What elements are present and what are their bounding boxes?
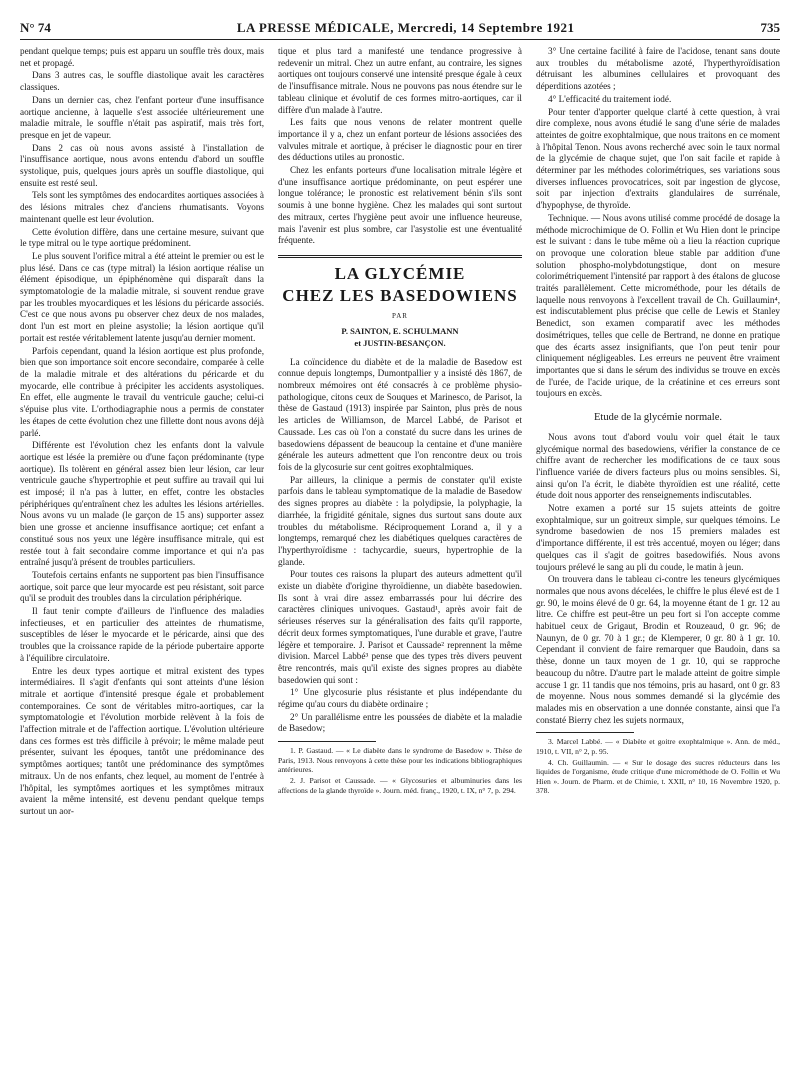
paragraph: Tels sont les symptômes des endocardites aortiques associées à des lésions mitrales chez d'anciens rhumatisants. Voyons maintenant quelle est leur évolution. bbox=[20, 190, 264, 224]
authors-line-1: P. SAINTON, E. SCHULMANN bbox=[341, 325, 459, 336]
column-3 bbox=[536, 46, 780, 1074]
paragraph: Différente est l'évolution chez les enfants dont la valvule aortique est lésée la première ou d'une façon prédominante (type aortique). Ils tolèrent en général assez bien leur lésion, car leur ventricule gauche s'hypertrophie et peut suffire au travail qui lui est imposé; il n'a pas à lutter, en effet, contre les obstacles périphériques qu'entraînent chez les adultes les lésions artérielles. Nous avons vu un malade (le garçon de 15 ans) supporter assez bien une grosse et ancienne insuffisance aortique; cet enfant a constitué sous nos yeux une légère insuffisance mitrale, qui est restée tout à fait secondaire comme importance et qui n'a pas entraîné jusqu'à présent de troubles particuliers. bbox=[20, 440, 264, 568]
paragraph: Les faits que nous venons de relater montrent quelle importance il y a, chez un enfant porteur de lésions associées des valvules mitrale et aortique, à préciser le diagnostic pour en tirer des déductions utiles au pronostic. bbox=[278, 117, 522, 163]
paragraph: Par ailleurs, la clinique a permis de constater qu'il existe parfois dans le tableau symptomatique de la maladie de Basedow des signes propres au diabète : la polydipsie, la polyphagie, la diarrhée, la frigidité génitale, signes dus surtout sans doute aux troubles du métabolisme. Réciproquement Lorand a, il y a longtemps, remarqué chez les diabétiques quelques caractères de l'hyperthyroïdisme : tachycardie, sueurs, hypertrophie de la glande. bbox=[278, 474, 522, 567]
paragraph: Chez les enfants porteurs d'une localisation mitrale légère et d'une insuffisance aortique prédominante, on peut espérer une longue tolérance; le pronostic est relativement bénin s'ils sont soumis à une bonne hygiène. Chez les malades qui sont surtout des mitraux, certes l'hygiène peut avoir une influence heureuse, mais l'avenir est plus sombre, car l'asystolie est une éventualité fréquente. bbox=[278, 165, 522, 246]
paragraph: Toutefois certains enfants ne supportent pas bien l'insuffisance aortique, soit parce que leur myocarde est peu résistant, soit parce qu'il se produit des troubles dans la circulation périphérique. bbox=[20, 569, 264, 604]
paragraph: Dans 3 autres cas, le souffle diastolique avait les caractères classiques. bbox=[20, 70, 264, 93]
article-title-line-2: CHEZ LES BASEDOWIENS bbox=[282, 285, 518, 305]
paragraph: Dans 2 cas où nous avons assisté à l'installation de l'insuffisance aortique, nous avons entendu d'abord un souffle systolique, puis, quelques jours après un souffle diastolique, qui ensuite est resté seul. bbox=[20, 142, 264, 188]
article-divider bbox=[278, 255, 522, 258]
paragraph: Le plus souvent l'orifice mitral a été atteint le premier ou est le plus lésé. Dans ce cas (type mitral) la lésion aortique réalise un élément épisodique, un épiphénomène qui disparaît dans la symptomatologie de la maladie mitrale, si souvent rendue grave par les troubles myocardiques et les lésions du péricarde associés. C'est ce que nous avons pu observer chez deux de nos malades, dont l'un est mort en pleine asystolie; la lésion aortique qu'il portait est restée véritablement latente jusqu'au dernier moment. bbox=[20, 250, 264, 343]
paragraph: Nous avons tout d'abord voulu voir quel était le taux glycémique normal des basedowiens, vérifier la constance de ce chiffre avant de rechercher les modifications de ce taux sous l'influence variée de divers facteurs plus ou moins sensibles. Si, ainsi qu'on l'a écrit, le diabète thyroïdien est une réalité, cette étude doit nous apporter des renseignements indiscutables. bbox=[536, 431, 780, 501]
section-title: Etude de la glycémie normale. bbox=[594, 412, 722, 424]
paragraph: 2° Un parallélisme entre les poussées de diabète et la maladie de Basedow; bbox=[278, 711, 522, 734]
paragraph: tique et plus tard a manifesté une tendance progressive à redevenir un mitral. Chez un autre enfant, au contraire, les signes aortiques ont toujours conservé une intensité presque égale à ceux de l'insuffisance mitrale. Nous ne pouvons pas nous étendre sur le tableau clinique et évolutif de ces formes mitro-aortiques, car il diffère d'un malade à l'autre. bbox=[278, 46, 522, 115]
journal-title: LA PRESSE MÉDICALE, Mercredi, 14 Septembre 1921 bbox=[236, 20, 575, 35]
article-title-line-1: LA GLYCÉMIE bbox=[334, 263, 466, 283]
paragraph: Cette évolution diffère, dans une certaine mesure, suivant que le type mitral ou le type aortique prédominent. bbox=[20, 226, 264, 249]
footnote-divider bbox=[278, 741, 376, 742]
issue-number: N° 74 bbox=[20, 20, 51, 35]
paragraph: Technique. — Nous avons utilisé comme procédé de dosage la méthode microchimique de O. Follin et Wu Hien dont le principe est le suivant : dans le tube même où a lieu la réaction cuprique on provoque une coloration bleue stable par addition d'une solution phospho-molybdotungstique, dont on mesure colorimétriquement l'intensité par rapport à des étalons de glucose traités parallèlement. Cette microméthode, pour les détails de laquelle nous renvoyons à l'excellent travail de Ch. Guillaumin⁴, est indiscutablement plus précise que celle de Lewis et Stanley Benedict, son examen comparatif avec les méthodes dosimétriques, telles que celle de Bertrand, ne donne en pratique que des écarts assez insignifiants, que l'on peut tenir pour cliniquement négligeables. Les erreurs ne peuvent être vraiment importantes que si dans le sérum des individus se trouve en excès de l'urée, de l'acide urique, de la créatinine et ces erreurs sont toujours en excès. bbox=[536, 212, 780, 399]
paragraph: Parfois cependant, quand la lésion aortique est plus profonde, bien que son importance soit encore secondaire, comparée à celle de la maladie mitrale et des altérations du péricarde et du myocarde, elle contribue à précipiter les accidents asystoliques. En effet, elle augmente le travail du ventricule gauche; celui-ci s'épuise plus vite. L'orthodiagraphie nous a permis de constater les étapes de cette évolution chez une fillette dont nous avons déjà parlé. bbox=[20, 345, 264, 438]
paragraph: 4° L'efficacité du traitement iodé. bbox=[548, 93, 672, 104]
paragraph: On trouvera dans le tableau ci-contre les teneurs glycémiques normales que nous avons décelées, le chiffre le plus élevé est de 1 gr. 90, le moins élevé de 0 gr. 64, la moyenne étant de 1 gr. 12 au litre. Ce chiffre est peut-être un peu fort si l'on accepte comme habituel ceux de Grigaut, Brodin et Rouzeaud, 0 gr. 96; de Naunyn, de 0 gr. 70 à 1 gr.; de Klemperer, 0 gr. 80 à 1 gr. 10. Cependant il convient de faire remarquer que Baudoin, dans sa thèse, donne un taux moyen de 1 gr. 10, qui se rapproche beaucoup du nôtre. D'autre part le malade atteint de goitre simple accuse 1 gr. 11 tandis que nos témoins, pris au hasard, ont 0 gr. 83 de moyenne. Nous nous sommes demandé si la glycémie des malades mis en observation a une donnée constante, ainsi que l'a constaté Bierry chez les sujets normaux, bbox=[536, 574, 780, 725]
article-authors bbox=[278, 325, 522, 349]
paragraph: 1° Une glycosurie plus résistante et plus indépendante du régime qu'au cours du diabète ordinaire ; bbox=[278, 687, 522, 710]
column-1 bbox=[20, 46, 264, 1074]
paragraph: 3° Une certaine facilité à faire de l'acidose, tenant sans doute aux troubles du métabolisme azoté, l'hyperthyroïdisation détruisant les albumines cellulaires et provoquant des déperditions azotées ; bbox=[536, 46, 780, 92]
paragraph: Pour tenter d'apporter quelque clarté à cette question, à vrai dire complexe, nous avons étudié le sang d'une série de malades atteintes de goitre exophtalmique, que nous traitons en ce moment à l'hôpital Tenon. Nous avons recherché avec soin le taux normal de la glycémie de chaque sujet, que l'on sait facile et rapide à déterminer par les méthodes colorimétriques, ses variations sous diverses influences provocatrices, soit par ingestion de glycose, soit par injection d'extraits glandulaires de surrénale, d'hypophyse, de thyroïde. bbox=[536, 106, 780, 211]
page-header bbox=[20, 14, 780, 40]
paragraph: Il faut tenir compte d'ailleurs de l'influence des maladies infectieuses, et en particulier des atteintes de rhumatisme, susceptibles de léser le myocarde et le péricarde, ainsi que des troubles que la croissance rapide de la période pubertaire apporte à l'équilibre circulatoire. bbox=[20, 606, 264, 663]
paragraph: Pour toutes ces raisons la plupart des auteurs admettent qu'il existe un diabète d'origine thyroïdienne, un diabète basedowien. Ils sont à vrai dire assez embarrassés pour lui décrire des caractères cliniques univoques. Gastaud¹, après avoir fait de sérieuses réserves sur la généralisation des faits qu'il rapporte, décrit deux formes symptomatiques, l'une durable et grave, l'autre légère et temporaire. J. Parisot et Caussade² reprennent la même division. Marcel Labbé³ pense que des types très divers peuvent être rencontrés, mais qu'il existe des signes propres au diabète basedowien qui sont : bbox=[278, 569, 522, 685]
paragraph: pendant quelque temps; puis est apparu un souffle très doux, mais net et propagé. bbox=[20, 46, 264, 68]
paragraph: Entre les deux types aortique et mitral existent des types intermédiaires. Il s'agit d'enfants qui sont atteints d'une lésion mitrale et aortique d'intensité presque égale et probablement contemporaines. Ce sont de véritables mitro-aortiques, car la symptomatologie et l'évolution morbide relèvent à la fois de l'affection mitrale et de l'affection aortique. L'évolution ultérieure dans ces formes est très difficile à prévoir; le même malade peut présenter, suivant les époques, tantôt une prédominance des symptômes aortiques; tantôt une prédominance des symptômes mitraux. Un de nos enfants, chez lequel, au moment de l'entrée à l'hôpital, les symptômes aortiques et les symptômes mitraux avaient la même intensité, est devenu pendant quelque temps surtout un aor- bbox=[20, 665, 264, 816]
paragraph: La coïncidence du diabète et de la maladie de Basedow est connue depuis longtemps, Dumontpallier y a insisté dès 1867, de nombreux mémoires ont été consacrés à ce problème physio-pathologique, citons ceux de Souques et Marinesco, de Parisot, la thèse de Gastaud (1913) inspirée par Sainton, plus près de nous les articles de Williamson, de Marcel Labbé, de Parisot et Caussade. Les cas où l'on a constaté du sucre dans les urines de basedowiens dépassent de beaucoup la centaine et d'une manière générale les auteurs admettent que l'on rencontre deux ou trois fois de la glycosurie sur cent goitres exophtalmiques. bbox=[278, 356, 522, 472]
page-number: 735 bbox=[760, 20, 780, 35]
column-2 bbox=[278, 46, 522, 1074]
paragraph: Notre examen a porté sur 15 sujets atteints de goitre exophtalmique, sur un goitreux simple, sur quelques témoins. Le syndrome basedowien de nos 15 premiers malades est d'importance différente, il est très accentué, moyen ou léger; dans quelques cas il s'agit de goitres basedowifiés. Nous avons toujours prélevé le sang au pli du coude, le matin à jeun. bbox=[536, 503, 780, 572]
paragraph: Dans un dernier cas, chez l'enfant porteur d'une insuffisance aortique ancienne, à laquelle s'est associée ultérieurement une maladie mitrale, le souffle n'était pas aspiratif, mais très fort, presque en jet de vapeur. bbox=[20, 94, 264, 140]
footnote: 1. P. Gastaud. — « Le diabète dans le syndrome de Basedow ». Thèse de Paris, 1913. Nous renvoyons à cette thèse pour les indications bibliographiques antérieures. bbox=[278, 746, 522, 775]
article-par: PAR bbox=[392, 311, 408, 320]
authors-line-2: et JUSTIN-BESANÇON. bbox=[354, 337, 446, 348]
footnote: 3. Marcel Labbé. — « Diabète et goitre exophtalmique ». Ann. de méd., 1910, t. VII, n° 2, p. 95. bbox=[536, 737, 780, 756]
columns bbox=[20, 46, 780, 1074]
footnote: 4. Ch. Guillaumin. — « Sur le dosage des sucres réducteurs dans les liquides de l'organisme, étude critique d'une microméthode de O. Follin et Wu Hien ». Journ. de Pharm. et de Chimie, t. XXII, n° 10, 16 Novembre 1920, p. 378. bbox=[536, 757, 780, 796]
footnote: 2. J. Parisot et Caussade. — « Glycosuries et albuminuries dans les affections de la glande thyroïde ». Journ. méd. franç., 1920, t. IX, n° 7, p. 294. bbox=[278, 775, 522, 795]
footnote-divider bbox=[536, 732, 634, 733]
